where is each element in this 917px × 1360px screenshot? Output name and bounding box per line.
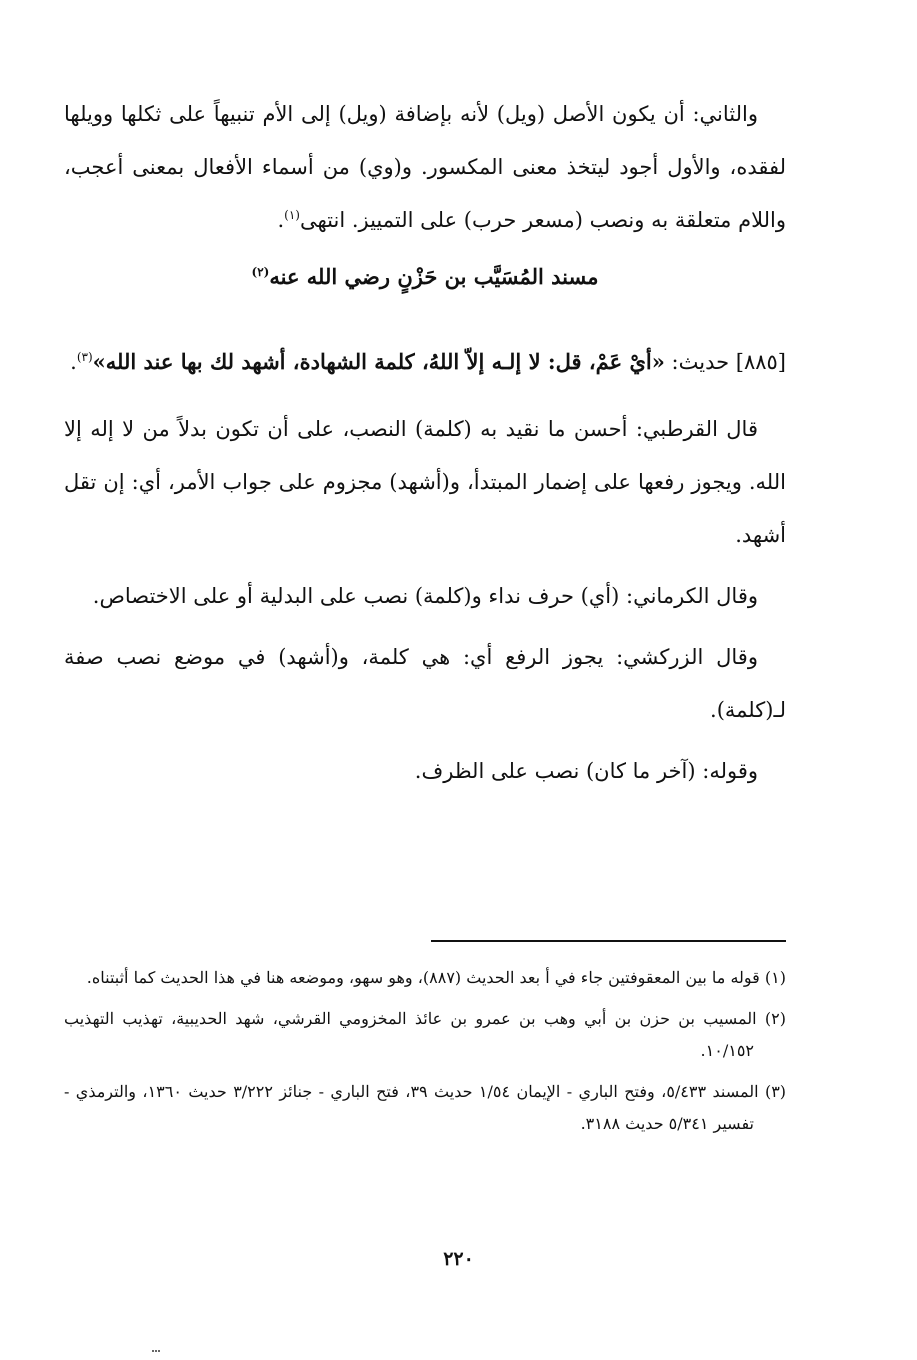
footnote-divider	[431, 940, 786, 942]
qurtubi-paragraph: قال القرطبي: أحسن ما نقيد به (كلمة) النصب، على أن تكون بدلاً من لا إله إلا الله. ويجوز رفعها على إضمار المبتدأ، و(أشهد) مجزوم على جواب الأمر، أي: إن تقل أشهد.	[64, 417, 786, 547]
footnote-2: (٢) المسيب بن حزن بن أبي وهب بن عمرو بن عائذ المخزومي القرشي، شهد الحديبية، تهذيب التهذيب ١٠/١٥٢.	[64, 1009, 786, 1060]
footnote-ref-3[interactable]: (٣)	[76, 350, 93, 364]
page-number: ٢٢٠	[443, 1248, 474, 1270]
hadith-quote: «أيْ عَمْ، قل: لا إلـه إلاّ اللهُ، كلمة الشهادة، أشهد لك بها عند الله»	[92, 349, 665, 374]
hadith-paragraph	[64, 335, 786, 389]
zarkashi-paragraph: وقال الزركشي: يجوز الرفع أي: هي كلمة، و(أشهد) في موضع نصب صفة لـ(كلمة).	[64, 645, 786, 722]
intro-text: والثاني: أن يكون الأصل (ويل) لأنه بإضافة (ويل) إلى الأم تنبيهاً على ثكلها وويلها لفقده، والأول أجود ليتخذ معنى المكسور. و(وي) من أسماء الأفعال بمعنى أعجب، واللام متعلقة به ونصب (مسعر حرب) على التمييز. انتهى	[64, 102, 786, 232]
intro-end: .	[277, 208, 285, 232]
intro-paragraph	[64, 88, 786, 247]
hadith-end: .	[70, 350, 77, 374]
footnote-ref-1[interactable]: (١)	[284, 208, 300, 222]
footnote-1: (١) قوله ما بين المعقوفتين جاء في أ بعد الحديث (٨٨٧)، وهو سهو، وموضعه هنا في هذا الحديث كما أثبتناه.	[86, 968, 786, 987]
footnote-ref-2[interactable]: (٢)	[251, 265, 270, 279]
qawluhu-paragraph: وقوله: (آخر ما كان) نصب على الظرف.	[414, 759, 758, 783]
heading-text: مسند المُسَيَّب بن حَزْنٍ رضي الله عنه	[269, 264, 599, 289]
section-heading	[64, 253, 786, 301]
kirmani-paragraph: وقال الكرماني: (أي) حرف نداء و(كلمة) نصب على البدلية أو على الاختصاص.	[92, 584, 758, 608]
footnote-3: (٣) المسند ٥/٤٣٣، وفتح الباري - الإيمان ١/٥٤ حديث ٣٩، فتح الباري - جنائز ٣/٢٢٢ حديث ١٣٦٠، والترمذي - تفسير ٥/٣٤١ حديث ٣١٨٨.	[64, 1082, 787, 1133]
hadith-number: [٨٨٥] حديث:	[664, 350, 786, 374]
scan-speck	[152, 1350, 160, 1355]
footnotes	[64, 962, 786, 1149]
page-body	[64, 88, 786, 798]
